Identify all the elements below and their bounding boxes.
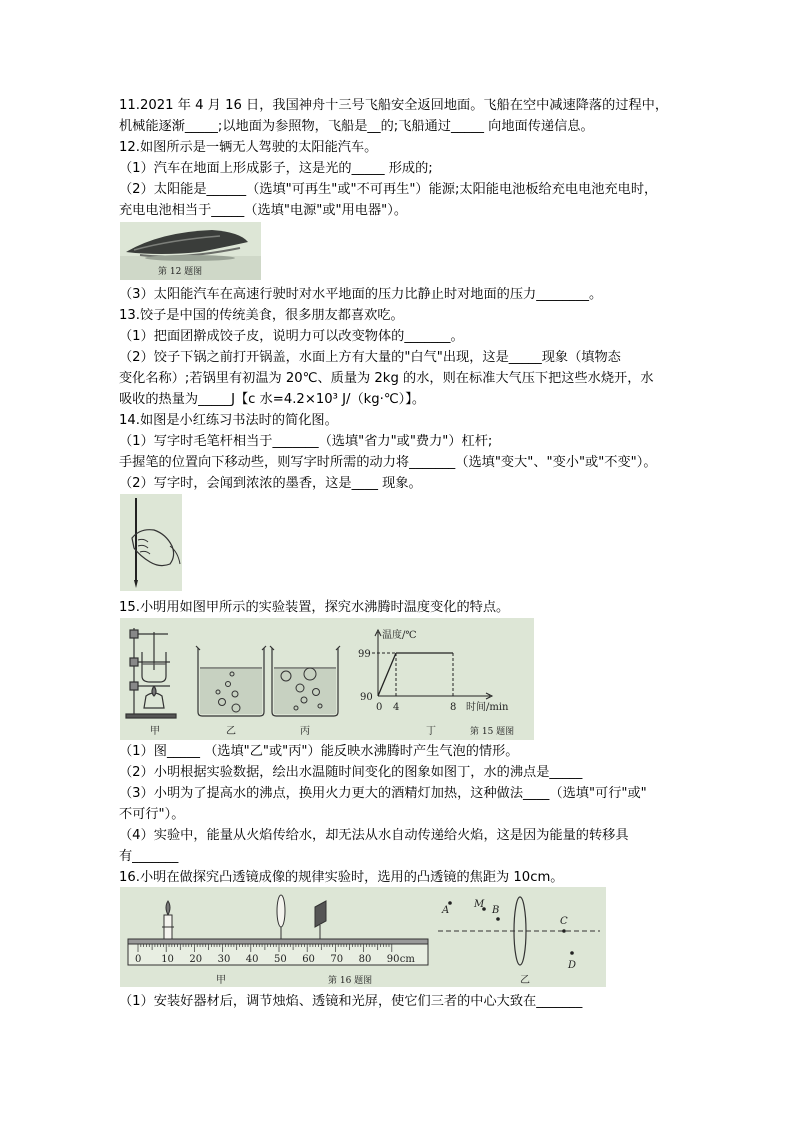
q15-part2: （2）小明根据实验数据，绘出水温随时间变化的图象如图丁，水的沸点是_____ [119, 765, 583, 780]
q13-part2-line1: （2）饺子下锅之前打开锅盖，水面上方有大量的"白气"出现，这是_____现象（填物态 [119, 350, 621, 365]
ruler-tick-label: 0 [135, 954, 142, 965]
q15-title: 15.小明用如图甲所示的实验装置，探究水沸腾时温度变化的特点。 [119, 600, 510, 615]
q12-part2-line1: （2）太阳能是______（选填"可再生"或"不可再生"）能源;太阳能电池板给充电电池充电时， [119, 182, 658, 197]
ruler-tick-label: 80 [358, 954, 372, 965]
fig16-label-b: 乙 [520, 975, 530, 986]
q16-part1: （1）安装好器材后，调节烛焰、透镜和光屏，使它们三者的中心大致在_______ [119, 994, 583, 1009]
graph-xtick-8: 8 [450, 702, 457, 713]
q12-part1: （1）汽车在地面上形成影子，这是光的_____ 形成的; [119, 161, 433, 176]
q13-part2-line2: 变化名称）;若锅里有初温为 20℃、质量为 2kg 的水，则在标准大气压下把这些水烧开，水 [119, 371, 654, 386]
graph-xtick-0: 0 [376, 702, 383, 713]
point-a-label: A [442, 905, 450, 916]
q12-part2-line2: 充电电池相当于_____（选填"电源"或"用电器"）。 [119, 203, 408, 218]
q14-part2: （2）写字时，会闻到浓浓的墨香，这是____ 现象。 [119, 476, 422, 491]
fig15-label-c: 丙 [300, 726, 310, 737]
graph-ytick-99: 99 [358, 649, 371, 660]
q11-line-2: 机械能逐渐_____;以地面为参照物，飞船是__的;飞船通过_____ 向地面传递信息。 [119, 119, 594, 134]
q15-part4-line1: （4）实验中，能量从火焰传给水，却无法从水自动传递给火焰，这是因为能量的转移具 [119, 828, 629, 843]
q13-part2-line3: 吸收的热量为_____J【c 水=4.2×10³ J/（kg·℃）】。 [119, 392, 426, 407]
ruler-tick-label: 70 [330, 954, 344, 965]
q12-title: 12.如图所示是一辆无人驾驶的太阳能汽车。 [119, 140, 378, 155]
figure-15-boiling [120, 618, 534, 740]
ruler-tick-label: 40 [245, 954, 259, 965]
fig15-label-a: 甲 [150, 726, 160, 737]
ruler-tick-label: 60 [302, 954, 315, 965]
fig16-caption: 第 16 题图 [328, 976, 373, 986]
ruler-tick-label: 90 [386, 954, 400, 965]
point-d-label: D [568, 960, 577, 971]
q15-part3-line1: （3）小明为了提高水的沸点，换用火力更大的酒精灯加热，这种做法____（选填"可行"或" [119, 786, 647, 801]
graph-ytick-90: 90 [360, 692, 373, 703]
point-b-label: B [492, 905, 500, 916]
ruler-tick-label: 50 [274, 954, 287, 965]
figure-12-solar-car [120, 222, 261, 280]
q13-title: 13.饺子是中国的传统美食，很多朋友都喜欢吃。 [119, 308, 404, 323]
figure-12-caption: 第 12 题图 [158, 267, 203, 277]
q12-part3: （3）太阳能汽车在高速行驶时对水平地面的压力比静止时对地面的压力________。 [119, 287, 603, 302]
graph-ylabel: 温度/℃ [382, 630, 417, 641]
q11-line-1: 11.2021 年 4 月 16 日，我国神舟十三号飞船安全返回地面。飞船在空中减速降落的过程中， [119, 98, 669, 113]
figure-16-lens [120, 887, 606, 987]
point-c-label: C [560, 916, 568, 927]
fig15-caption: 第 15 题图 [470, 727, 515, 737]
ruler-tick-label: 10 [161, 954, 174, 965]
q15-part1: （1）图_____ （选填"乙"或"丙"）能反映水沸腾时产生气泡的情形。 [119, 744, 519, 759]
q14-part1-line2: 手握笔的位置向下移动些，则写字时所需的动力将_______（选填"变大"、"变小"或"不变"）。 [119, 455, 657, 470]
point-m-label: M [474, 899, 485, 910]
graph-xlabel: 时间/min [466, 702, 509, 713]
q15-part3-line2: 不可行"）。 [119, 807, 185, 822]
ruler-unit: cm [399, 954, 415, 965]
fig15-label-d: 丁 [426, 726, 436, 737]
figure-14-brush [120, 494, 182, 591]
ruler-tick-label: 30 [217, 954, 231, 965]
ruler-tick-label: 20 [189, 954, 203, 965]
q15-part4-line2: 有_______ [119, 849, 179, 864]
q16-title: 16.小明在做探究凸透镜成像的规律实验时，选用的凸透镜的焦距为 10cm。 [119, 870, 564, 885]
q14-title: 14.如图是小红练习书法时的简化图。 [119, 413, 338, 428]
graph-xtick-4: 4 [393, 702, 400, 713]
fig16-label-a: 甲 [216, 975, 226, 986]
q14-part1-line1: （1）写字时毛笔杆相当于_______（选填"省力"或"费力"）杠杆; [119, 434, 493, 449]
q13-part1: （1）把面团擀成饺子皮，说明力可以改变物体的_______。 [119, 329, 464, 344]
fig15-label-b: 乙 [226, 726, 236, 737]
